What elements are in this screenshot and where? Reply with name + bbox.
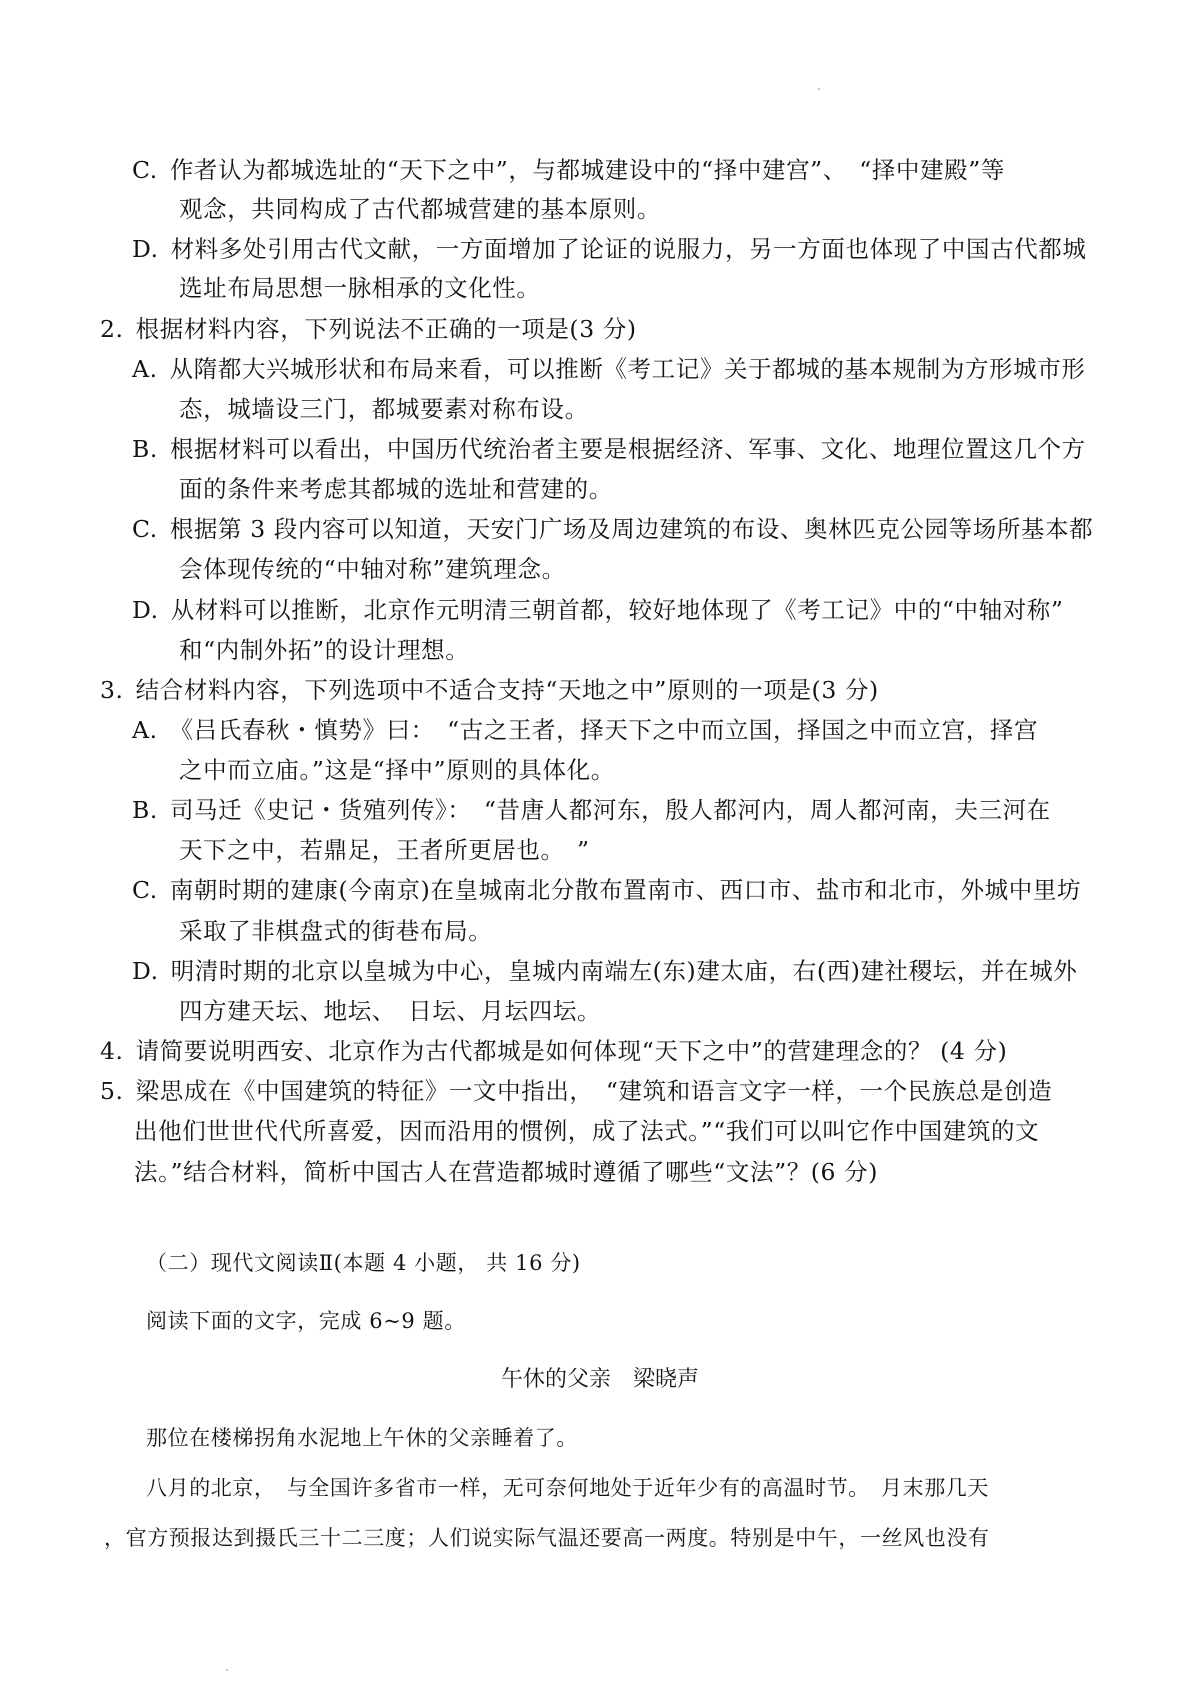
q3-option-c	[132, 875, 1081, 905]
option-label: B.	[132, 796, 158, 824]
option-label: C.	[132, 876, 158, 904]
option-label: C.	[132, 515, 158, 543]
q1-option-d	[132, 234, 1087, 264]
option-text: 司马迁《史记・货殖列传》： “昔唐人都河东，殷人都河内，周人都河南，夫三河在	[169, 796, 1051, 824]
q1-option-d-cont: 选址布局思想一脉相承的文化性。	[179, 274, 541, 302]
q2-stem	[100, 314, 637, 344]
question-text: 请简要说明西安、北京作为古代都城是如何体现“天下之中”的营建理念的？ (4 分)	[135, 1037, 1008, 1065]
q1-option-c	[132, 155, 1005, 185]
passage-title: 午休的父亲 梁晓声	[500, 1367, 699, 1392]
option-text: 从材料可以推断，北京作元明清三朝首都，较好地体现了《考工记》中的“中轴对称”	[170, 596, 1064, 624]
question-number: 2.	[100, 315, 124, 343]
option-text: 材料多处引用古代文献，一方面增加了论证的说服力，另一方面也体现了中国古代都城	[170, 235, 1087, 263]
q5-stem	[100, 1076, 1052, 1106]
q3-option-b-cont: 天下之中，若鼎足，王者所更居也。 ”	[179, 836, 590, 864]
q1-option-c-cont: 观念，共同构成了古代都城营建的基本原则。	[179, 195, 661, 223]
q2-option-c	[132, 514, 1093, 544]
question-number: 3.	[100, 676, 124, 704]
option-label: D.	[132, 596, 159, 624]
q3-option-b	[132, 795, 1051, 825]
scan-speck	[226, 1669, 228, 1671]
q3-option-a-cont: 之中而立庙。”这是“择中”原则的具体化。	[179, 756, 615, 784]
scan-speck	[818, 88, 820, 90]
passage-paragraph-2-cont: ，官方预报达到摄氏三十二三度；人们说实际气温还要高一两度。特别是中午，一丝风也没有	[104, 1526, 990, 1550]
option-text: 从隋都大兴城形状和布局来看，可以推断《考工记》关于都城的基本规制为方形城市形	[169, 355, 1086, 383]
q2-option-b	[132, 434, 1086, 464]
option-label: B.	[132, 435, 158, 463]
q5-cont-1: 出他们世世代代所喜爱，因而沿用的惯例，成了法式。”“我们可以叫它作中国建筑的文	[134, 1117, 1040, 1145]
option-text: 根据材料可以看出，中国历代统治者主要是根据经济、军事、文化、地理位置这几个方	[169, 435, 1086, 463]
q2-option-b-cont: 面的条件来考虑其都城的选址和营建的。	[179, 475, 613, 503]
passage-paragraph-2: 八月的北京， 与全国许多省市一样，无可奈何地处于近年少有的高温时节。 月末那几天	[146, 1476, 989, 1500]
question-text: 梁思成在《中国建筑的特征》一文中指出， “建筑和语言文字一样，一个民族总是创造	[135, 1077, 1053, 1105]
q3-stem	[100, 675, 879, 705]
option-text: 南朝时期的建康(今南京)在皇城南北分散布置南市、西口市、盐市和北市，外城中里坊	[169, 876, 1082, 904]
reading-instruction: 阅读下面的文字，完成 6~9 题。	[146, 1309, 466, 1333]
q3-option-d-cont: 四方建天坛、地坛、 日坛、月坛四坛。	[179, 997, 602, 1025]
q5-cont-2: 法。”结合材料，简析中国古人在营造都城时遵循了哪些“文法”？(6 分)	[134, 1158, 879, 1186]
q2-option-d	[132, 595, 1064, 625]
q2-option-c-cont: 会体现传统的“中轴对称”建筑理念。	[179, 555, 566, 583]
option-label: D.	[132, 957, 159, 985]
option-label: D.	[132, 235, 159, 263]
question-number: 5.	[100, 1077, 124, 1105]
option-label: C.	[132, 156, 158, 184]
option-text: 《吕氏春秋・慎势》曰： “古之王者，择天下之中而立国，择国之中而立宫，择宫	[169, 716, 1039, 744]
option-label: A.	[132, 716, 158, 744]
q2-option-d-cont: 和“内制外拓”的设计理想。	[179, 636, 470, 664]
q3-option-a	[132, 715, 1038, 745]
q3-option-c-cont: 采取了非棋盘式的街巷布局。	[179, 917, 493, 945]
option-text: 根据第 3 段内容可以知道，天安门广场及周边建筑的布设、奥林匹克公园等场所基本都	[169, 515, 1094, 543]
option-text: 作者认为都城选址的“天下之中”，与都城建设中的“择中建宫”、 “择中建殿”等	[169, 156, 1005, 184]
passage-paragraph-1: 那位在楼梯拐角水泥地上午休的父亲睡着了。	[146, 1426, 578, 1450]
q2-option-a-cont: 态，城墙设三门，都城要素对称布设。	[179, 395, 589, 423]
question-number: 4.	[100, 1037, 124, 1065]
question-text: 根据材料内容，下列说法不正确的一项是(3 分)	[135, 315, 637, 343]
question-text: 结合材料内容，下列选项中不适合支持“天地之中”原则的一项是(3 分)	[135, 676, 879, 704]
option-label: A.	[132, 355, 158, 383]
option-text: 明清时期的北京以皇城为中心，皇城内南端左(东)建太庙，右(西)建社稷坛，并在城外	[170, 957, 1078, 985]
section-heading: （二）现代文阅读Ⅱ(本题 4 小题， 共 16 分)	[146, 1251, 581, 1275]
q3-option-d	[132, 956, 1077, 986]
q4-stem	[100, 1036, 1007, 1066]
q2-option-a	[132, 354, 1085, 384]
